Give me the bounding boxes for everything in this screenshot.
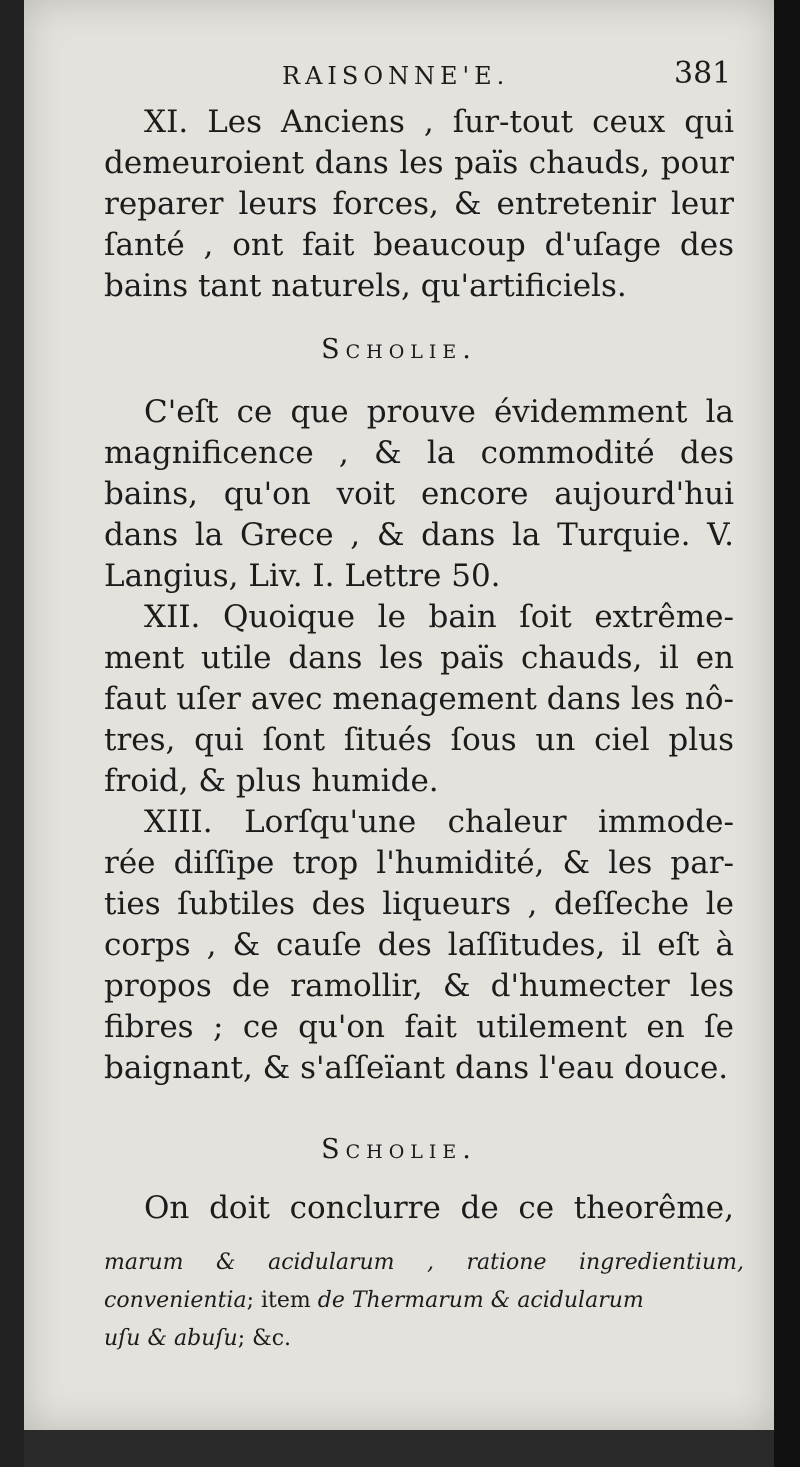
text-line: dans la Grece , & dans la Turquie. V.: [104, 517, 734, 553]
scan-left-edge: [0, 0, 24, 1467]
text-line: ties ſubtiles des liqueurs , deſſeche le: [104, 886, 734, 922]
scholie-heading: Scholie.: [321, 1134, 477, 1165]
text-line: propos de ramollir, & d'humecter les: [104, 968, 734, 1004]
text-line: Langius, Liv. I. Lettre 50.: [104, 558, 501, 594]
text-line: corps , & cauſe des laſſitudes, il eſt à: [104, 927, 734, 963]
paragraph-xii: [104, 597, 734, 802]
footnote: [104, 1244, 744, 1358]
running-head: RAISONNE'E.: [282, 62, 510, 90]
footnote-line: [104, 1320, 744, 1358]
footnote-fragment: uſu & abuſu: [104, 1326, 238, 1351]
page-number: 381: [674, 56, 732, 91]
footnote-fragment: ; &c.: [237, 1326, 292, 1351]
footnote-fragment: convenientia: [104, 1288, 247, 1313]
text-line: demeuroient dans les païs chauds, pour: [104, 145, 734, 181]
scholie-paragraph: [104, 1188, 734, 1229]
text-line: XIII. Lorſqu'une chaleur immode-: [144, 804, 734, 840]
text-line: XI. Les Anciens , ſur-tout ceux qui: [144, 104, 734, 140]
text-line: bains, qu'on voit encore aujourd'hui: [104, 476, 734, 512]
scholie-paragraph: [104, 392, 734, 597]
scholie-heading: Scholie.: [321, 334, 477, 365]
text-line: ſanté , ont fait beaucoup d'uſage des: [104, 227, 734, 263]
text-line: froid, & plus humide.: [104, 763, 439, 799]
text-line: baignant, & s'aſſeïant dans l'eau douce.: [104, 1050, 729, 1086]
footnote-fragment: de Thermarum & acidularum: [317, 1288, 644, 1313]
text-line: reparer leurs forces, & entretenir leur: [104, 186, 734, 222]
text-line: faut uſer avec menagement dans les nô-: [104, 681, 734, 717]
text-line: magnificence , & la commodité des: [104, 435, 734, 471]
text-line: tres, qui ſont ſitués ſous un ciel plus: [104, 722, 734, 758]
text-line: ment utile dans les païs chauds, il en: [104, 640, 734, 676]
text-line: On doit conclurre de ce theorême,: [144, 1190, 734, 1226]
text-line: C'eſt ce que prouve évidemment la: [144, 394, 734, 430]
scan-right-edge: [774, 0, 800, 1467]
text-line: XII. Quoique le bain ſoit extrême-: [144, 599, 734, 635]
paragraph-xiii: [104, 802, 734, 1089]
scan-bottom-edge: [24, 1430, 774, 1467]
paragraph-xi: [104, 102, 734, 307]
text-line: fibres ; ce qu'on fait utilement en ſe: [104, 1009, 734, 1045]
text-line: bains tant naturels, qu'artificiels.: [104, 268, 627, 304]
page-header: [24, 56, 774, 96]
book-page: [24, 0, 774, 1430]
footnote-line: [104, 1282, 744, 1320]
footnote-line: marum & acidularum , ratione ingredientium,: [104, 1250, 744, 1275]
footnote-fragment: ; item: [246, 1288, 311, 1313]
text-line: rée diſſipe trop l'humidité, & les par-: [104, 845, 734, 881]
